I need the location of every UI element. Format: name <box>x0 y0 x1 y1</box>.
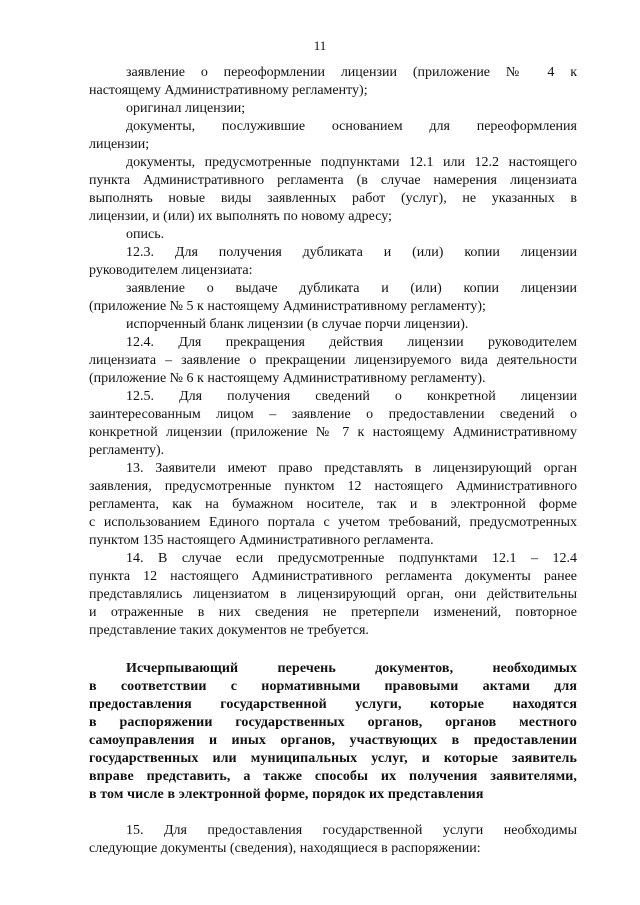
text-line: заявление о переоформлении лицензии (приложение № 4 к <box>126 65 577 80</box>
page-number: 11 <box>313 38 327 53</box>
text-line: лицензии, и (или) их выполнять по новому адресу; <box>89 209 392 224</box>
text-line: пункта Административного регламента (в случае намерения лицензиата <box>89 173 577 188</box>
text-line: лицензиата – заявление о прекращении лицензируемого вида деятельности <box>89 353 577 368</box>
text-line: документы, послужившие основанием для переоформления <box>126 119 577 134</box>
text-line: заинтересованным лицом – заявление о предоставлении сведений о <box>89 407 577 422</box>
heading-line: в распоряжении государственных органов, органов местного <box>89 715 577 730</box>
text-line: конкретной лицензии (приложение № 7 к настоящему Административному <box>89 425 577 440</box>
heading-line: Исчерпывающий перечень документов, необходимых <box>126 661 577 676</box>
text-line: представление таких документов не требуется. <box>89 623 369 638</box>
text-line: настоящему Административному регламенту); <box>89 83 368 98</box>
text-line: руководителем лицензиата: <box>89 263 253 278</box>
text-line: регламенту). <box>89 443 165 458</box>
text-line: 12.3. Для получения дубликата и (или) копии лицензии <box>126 245 577 260</box>
text-line: заявления, предусмотренные пунктом 12 настоящего Административного <box>89 479 577 494</box>
text-line: пункта 12 настоящего Административного регламента документы ранее <box>89 569 577 584</box>
text-line: 15. Для предоставления государственной услуги необходимы <box>126 823 577 838</box>
text-line: 14. В случае если предусмотренные подпунктами 12.1 – 12.4 <box>126 551 577 566</box>
text-line: следующие документы (сведения), находящиеся в распоряжении: <box>89 841 481 856</box>
text-line: опись. <box>126 227 165 242</box>
text-line: оригинал лицензии; <box>126 101 246 116</box>
text-line: 13. Заявители имеют право представлять в лицензирующий орган <box>126 461 577 476</box>
heading-line: в том числе в электронной форме, порядок их представления <box>89 787 484 802</box>
heading-line: предоставления государственной услуги, которые находятся <box>89 697 577 712</box>
text-line: пунктом 135 настоящего Административного регламента. <box>89 533 434 548</box>
text-line: испорченный бланк лицензии (в случае порчи лицензии). <box>126 317 469 332</box>
text-line: (приложение № 6 к настоящему Административному регламенту). <box>89 371 486 386</box>
text-line: лицензии; <box>89 137 150 152</box>
text-line: представлялись лицензиатом в лицензирующий орган, они действительны <box>89 587 577 602</box>
text-line: и отраженные в них сведения не претерпели изменений, повторное <box>89 605 577 620</box>
text-line: документы, предусмотренные подпунктами 12.1 или 12.2 настоящего <box>126 155 577 170</box>
text-line: выполнять новые виды заявленных работ (услуг), не указанных в <box>89 191 577 206</box>
text-line: заявление о выдаче дубликата и (или) копии лицензии <box>126 281 577 296</box>
text-line: 12.4. Для прекращения действия лицензии руководителем <box>126 335 577 350</box>
text-line: регламента, как на бумажном носителе, так и в электронной форме <box>89 497 577 512</box>
heading-line: самоуправления и иных органов, участвующих в предоставлении <box>89 733 577 748</box>
heading-line: государственных или муниципальных услуг, и которые заявитель <box>89 751 577 766</box>
text-line: 12.5. Для получения сведений о конкретной лицензии <box>126 389 577 404</box>
text-line: (приложение № 5 к настоящему Административному регламенту); <box>89 299 486 314</box>
heading-line: вправе представить, а также способы их получения заявителями, <box>89 769 577 784</box>
text-line: с использованием Единого портала с учетом требований, предусмотренных <box>89 515 577 530</box>
heading-line: в соответствии с нормативными правовыми актами для <box>89 679 577 694</box>
